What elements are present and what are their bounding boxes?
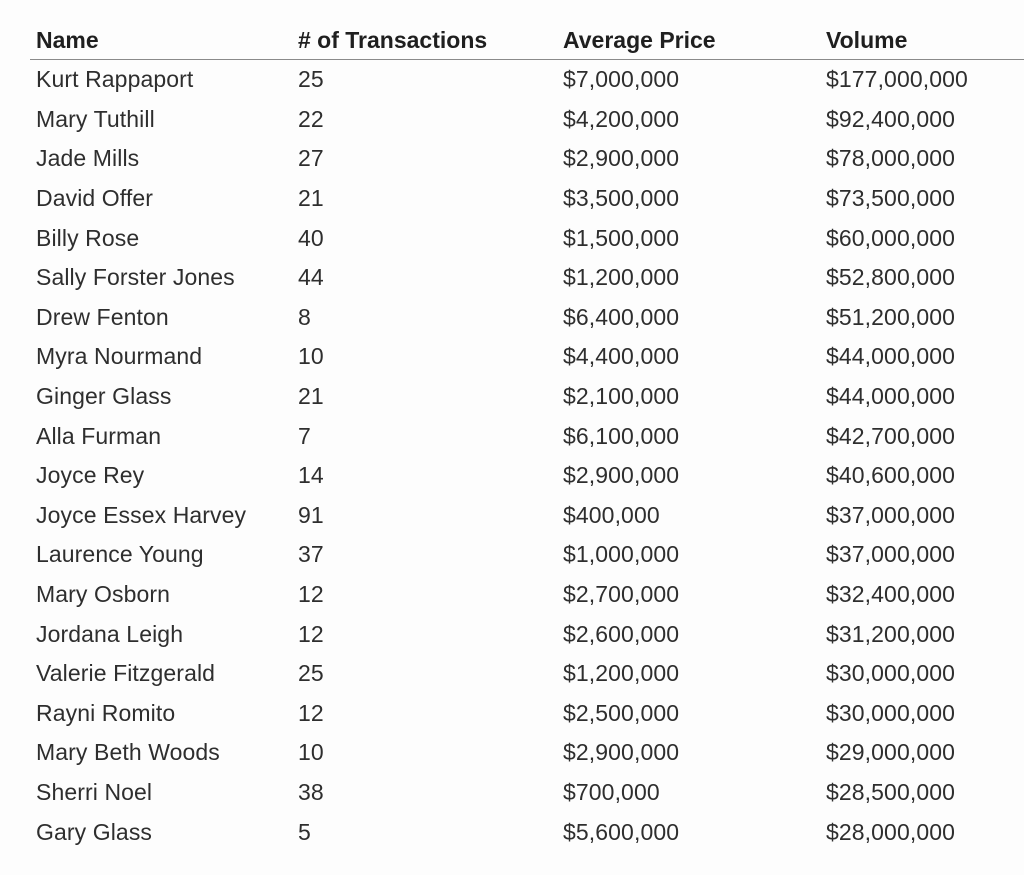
table-row <box>30 773 1024 813</box>
table-row <box>30 100 1024 140</box>
cell-volume: $92,400,000 <box>826 105 956 132</box>
header-row <box>30 21 1024 60</box>
cell-name: Kurt Rappaport <box>36 66 194 93</box>
cell-name: Sherri Noel <box>36 778 153 805</box>
cell-average-price: $1,200,000 <box>563 660 680 687</box>
cell-volume: $32,400,000 <box>826 581 956 608</box>
table-row <box>30 416 1024 456</box>
cell-average-price: $2,500,000 <box>563 699 680 726</box>
table-row <box>30 218 1024 258</box>
cell-volume: $52,800,000 <box>826 264 956 291</box>
table-body <box>30 60 1024 852</box>
cell-average-price: $2,900,000 <box>563 739 680 766</box>
cell-transactions: 12 <box>298 699 324 726</box>
column-header-transactions: # of Transactions <box>292 21 557 60</box>
cell-transactions: 10 <box>298 343 324 370</box>
cell-volume: $37,000,000 <box>826 501 956 528</box>
cell-name: Laurence Young <box>36 541 204 568</box>
cell-name: Joyce Essex Harvey <box>36 501 247 528</box>
cell-average-price: $2,600,000 <box>563 620 680 647</box>
cell-average-price: $2,900,000 <box>563 462 680 489</box>
cell-name: Sally Forster Jones <box>36 264 235 291</box>
cell-average-price: $3,500,000 <box>563 185 680 212</box>
cell-volume: $177,000,000 <box>826 66 968 93</box>
table-row <box>30 694 1024 734</box>
cell-transactions: 44 <box>298 264 324 291</box>
cell-average-price: $1,000,000 <box>563 541 680 568</box>
cell-name: Ginger Glass <box>36 383 172 410</box>
cell-volume: $78,000,000 <box>826 145 956 172</box>
cell-average-price: $2,700,000 <box>563 581 680 608</box>
table-row <box>30 377 1024 417</box>
cell-transactions: 12 <box>298 581 324 608</box>
cell-name: Myra Nourmand <box>36 343 203 370</box>
cell-transactions: 12 <box>298 620 324 647</box>
cell-name: Mary Osborn <box>36 581 171 608</box>
cell-name: Valerie Fitzgerald <box>36 660 216 687</box>
cell-volume: $37,000,000 <box>826 541 956 568</box>
table-row <box>30 654 1024 694</box>
table-row <box>30 60 1024 100</box>
cell-transactions: 38 <box>298 778 324 805</box>
cell-transactions: 21 <box>298 383 324 410</box>
cell-average-price: $1,500,000 <box>563 224 680 251</box>
column-header-name: Name <box>30 21 292 60</box>
cell-name: Gary Glass <box>36 818 153 845</box>
cell-name: Mary Beth Woods <box>36 739 220 766</box>
cell-volume: $60,000,000 <box>826 224 956 251</box>
cell-transactions: 10 <box>298 739 324 766</box>
cell-average-price: $5,600,000 <box>563 818 680 845</box>
cell-transactions: 25 <box>298 660 324 687</box>
cell-volume: $28,000,000 <box>826 818 956 845</box>
cell-transactions: 21 <box>298 185 324 212</box>
cell-average-price: $400,000 <box>563 501 660 528</box>
column-header-volume: Volume <box>820 21 1024 60</box>
cell-transactions: 5 <box>298 818 311 845</box>
cell-volume: $29,000,000 <box>826 739 956 766</box>
cell-average-price: $6,400,000 <box>563 303 680 330</box>
cell-volume: $44,000,000 <box>826 383 956 410</box>
table-header <box>30 21 1024 60</box>
cell-name: David Offer <box>36 185 153 212</box>
cell-name: Joyce Rey <box>36 462 145 489</box>
cell-transactions: 22 <box>298 105 324 132</box>
cell-volume: $51,200,000 <box>826 303 956 330</box>
cell-volume: $31,200,000 <box>826 620 956 647</box>
cell-average-price: $7,000,000 <box>563 66 680 93</box>
cell-transactions: 25 <box>298 66 324 93</box>
cell-volume: $73,500,000 <box>826 185 956 212</box>
cell-volume: $28,500,000 <box>826 778 956 805</box>
cell-transactions: 37 <box>298 541 324 568</box>
cell-name: Mary Tuthill <box>36 105 155 132</box>
table-row <box>30 535 1024 575</box>
cell-name: Jordana Leigh <box>36 620 184 647</box>
cell-average-price: $700,000 <box>563 778 660 805</box>
cell-average-price: $2,100,000 <box>563 383 680 410</box>
cell-volume: $44,000,000 <box>826 343 956 370</box>
cell-transactions: 40 <box>298 224 324 251</box>
cell-volume: $30,000,000 <box>826 660 956 687</box>
cell-name: Rayni Romito <box>36 699 176 726</box>
cell-transactions: 91 <box>298 501 324 528</box>
table-row <box>30 258 1024 298</box>
cell-transactions: 8 <box>298 303 311 330</box>
cell-name: Billy Rose <box>36 224 140 251</box>
cell-name: Drew Fenton <box>36 303 169 330</box>
cell-name: Alla Furman <box>36 422 162 449</box>
table-row <box>30 179 1024 219</box>
cell-transactions: 14 <box>298 462 324 489</box>
table-row <box>30 575 1024 615</box>
table-row <box>30 614 1024 654</box>
agent-ranking-table <box>30 21 1024 852</box>
column-header-average-price: Average Price <box>557 21 820 60</box>
cell-name: Jade Mills <box>36 145 140 172</box>
cell-average-price: $4,200,000 <box>563 105 680 132</box>
cell-average-price: $6,100,000 <box>563 422 680 449</box>
table-row <box>30 496 1024 536</box>
cell-transactions: 27 <box>298 145 324 172</box>
table-row <box>30 139 1024 179</box>
cell-volume: $42,700,000 <box>826 422 956 449</box>
cell-transactions: 7 <box>298 422 311 449</box>
cell-average-price: $4,400,000 <box>563 343 680 370</box>
cell-volume: $40,600,000 <box>826 462 956 489</box>
table-row <box>30 812 1024 852</box>
table-row <box>30 733 1024 773</box>
cell-average-price: $2,900,000 <box>563 145 680 172</box>
table-row <box>30 298 1024 338</box>
cell-average-price: $1,200,000 <box>563 264 680 291</box>
table-row <box>30 337 1024 377</box>
table-row <box>30 456 1024 496</box>
cell-volume: $30,000,000 <box>826 699 956 726</box>
